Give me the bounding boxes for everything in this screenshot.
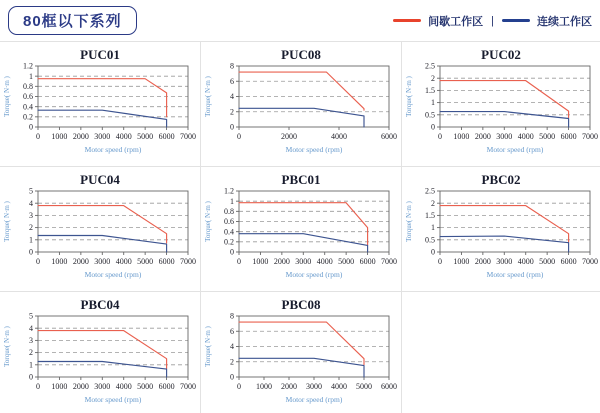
svg-text:1000: 1000 [51,257,68,266]
series-title: 80框以下系列 [8,6,137,35]
svg-text:2: 2 [431,73,435,83]
svg-text:3000: 3000 [496,132,513,141]
svg-text:4000: 4000 [331,382,347,391]
chart-title: PUC04 [80,172,120,187]
svg-text:4000: 4000 [115,382,132,391]
svg-text:7000: 7000 [180,132,196,141]
svg-text:Torque( N·m ): Torque( N·m ) [405,76,413,117]
svg-text:0.4: 0.4 [224,227,234,237]
svg-text:1: 1 [431,98,435,108]
svg-text:0.8: 0.8 [224,206,234,216]
chart-title: PUC02 [481,47,521,62]
svg-text:Torque( N·m ): Torque( N·m ) [405,201,413,242]
svg-text:2: 2 [230,357,234,367]
svg-text:1: 1 [230,196,234,206]
svg-text:4: 4 [230,92,234,102]
svg-text:2.5: 2.5 [425,188,435,196]
svg-text:0: 0 [237,132,241,141]
svg-text:0: 0 [237,382,241,391]
svg-text:2000: 2000 [72,132,89,141]
torque-speed-chart [201,63,401,163]
svg-text:6000: 6000 [560,132,577,141]
svg-text:5000: 5000 [356,382,372,391]
svg-text:5000: 5000 [137,132,154,141]
header [0,0,600,42]
svg-text:3000: 3000 [94,257,111,266]
svg-text:4000: 4000 [517,132,534,141]
svg-text:2.5: 2.5 [425,63,435,71]
svg-text:0: 0 [438,257,442,266]
chart-title: PBC08 [281,297,321,312]
svg-text:1: 1 [29,235,33,245]
chart-title: PUC08 [281,47,321,62]
torque-speed-chart [0,188,200,288]
torque-speed-chart [201,188,401,288]
svg-text:7000: 7000 [180,257,196,266]
svg-text:1000: 1000 [453,132,470,141]
svg-text:1.5: 1.5 [425,86,435,95]
legend-separator: | [491,14,494,27]
svg-text:5000: 5000 [539,257,556,266]
chart-cell-pbc08 [201,292,402,413]
svg-text:Torque( N·m ): Torque( N·m ) [204,201,212,242]
svg-text:1000: 1000 [51,382,68,391]
chart-cell-puc04 [0,167,201,292]
svg-text:0: 0 [237,257,241,266]
svg-text:Motor speed (rpm): Motor speed (rpm) [486,145,544,154]
torque-speed-chart [402,63,600,163]
svg-text:Motor speed (rpm): Motor speed (rpm) [285,395,343,404]
chart-title: PUC01 [80,47,120,62]
chart-cell-puc02 [402,42,600,167]
svg-text:0.4: 0.4 [23,102,33,112]
svg-text:0.6: 0.6 [224,217,234,227]
chart-cell-pbc02 [402,167,600,292]
svg-text:3: 3 [29,336,33,345]
svg-text:2000: 2000 [474,257,491,266]
svg-text:6: 6 [230,326,234,336]
svg-text:1.2: 1.2 [23,63,33,71]
torque-speed-chart [402,188,600,288]
torque-speed-chart [0,63,200,163]
intermittent-line-swatch [393,19,421,22]
svg-text:3000: 3000 [94,132,111,141]
svg-text:2: 2 [230,107,234,117]
svg-text:5000: 5000 [137,257,154,266]
svg-text:6000: 6000 [560,257,577,266]
svg-text:5000: 5000 [137,382,154,391]
svg-text:2: 2 [29,348,33,358]
torque-speed-chart [0,313,200,413]
legend [393,13,592,29]
svg-text:6000: 6000 [158,132,175,141]
svg-text:3000: 3000 [496,257,513,266]
chart-cell-puc08 [201,42,402,167]
svg-text:0.5: 0.5 [425,235,435,245]
svg-text:1000: 1000 [51,132,68,141]
svg-text:1.2: 1.2 [224,188,234,196]
svg-text:2000: 2000 [281,132,297,141]
svg-text:0: 0 [29,372,33,382]
svg-text:1: 1 [29,71,33,81]
chart-cell-puc01 [0,42,201,167]
svg-text:5000: 5000 [539,132,556,141]
svg-text:0: 0 [230,372,234,382]
svg-text:1000: 1000 [252,257,269,266]
svg-text:2000: 2000 [72,382,89,391]
svg-text:0: 0 [29,122,33,132]
svg-text:4000: 4000 [331,132,347,141]
svg-text:0.2: 0.2 [23,112,33,122]
svg-text:4000: 4000 [115,257,132,266]
svg-text:0: 0 [230,122,234,132]
svg-text:2000: 2000 [273,257,290,266]
svg-text:0: 0 [29,247,33,257]
svg-text:7000: 7000 [582,132,598,141]
svg-text:6000: 6000 [381,382,397,391]
svg-text:0.6: 0.6 [23,92,33,102]
svg-text:8: 8 [230,63,234,71]
svg-text:Torque( N·m ): Torque( N·m ) [3,326,11,367]
svg-text:0: 0 [438,132,442,141]
svg-text:Motor speed (rpm): Motor speed (rpm) [486,270,544,279]
svg-text:7000: 7000 [582,257,598,266]
svg-text:3000: 3000 [94,382,111,391]
svg-text:0: 0 [431,247,435,257]
svg-text:7000: 7000 [381,257,397,266]
svg-text:Motor speed (rpm): Motor speed (rpm) [84,145,142,154]
svg-text:0: 0 [36,257,40,266]
svg-text:Motor speed (rpm): Motor speed (rpm) [285,270,343,279]
svg-text:8: 8 [230,313,234,321]
intermittent-label: 间歇工作区 [428,15,484,28]
svg-text:2: 2 [29,223,33,233]
continuous-label: 连续工作区 [537,15,592,28]
svg-text:5: 5 [29,188,33,196]
svg-text:Torque( N·m ): Torque( N·m ) [3,76,11,117]
svg-text:1000: 1000 [453,257,470,266]
svg-text:Torque( N·m ): Torque( N·m ) [3,201,11,242]
svg-text:6000: 6000 [158,257,175,266]
chart-cell-pbc04 [0,292,201,413]
svg-text:4000: 4000 [517,257,534,266]
svg-text:1.5: 1.5 [425,211,435,220]
svg-text:2000: 2000 [72,257,89,266]
svg-text:6000: 6000 [158,382,175,391]
svg-text:6000: 6000 [359,257,376,266]
svg-text:Motor speed (rpm): Motor speed (rpm) [84,270,142,279]
torque-speed-chart [201,313,401,413]
svg-text:Torque( N·m ): Torque( N·m ) [204,326,212,367]
svg-text:6000: 6000 [381,132,397,141]
svg-text:Torque( N·m ): Torque( N·m ) [204,76,212,117]
svg-text:0: 0 [36,382,40,391]
svg-text:0: 0 [230,247,234,257]
svg-text:5000: 5000 [338,257,355,266]
chart-title: PBC04 [80,297,120,312]
chart-cell-pbc01 [201,167,402,292]
svg-text:2000: 2000 [474,132,491,141]
svg-text:1: 1 [29,360,33,370]
svg-text:4: 4 [29,323,33,333]
svg-text:0.2: 0.2 [224,237,234,247]
svg-text:Motor speed (rpm): Motor speed (rpm) [285,145,343,154]
svg-text:2: 2 [431,198,435,208]
svg-text:0.8: 0.8 [23,81,33,91]
chart-grid [0,42,600,413]
svg-text:0: 0 [36,132,40,141]
chart-title: PBC02 [481,172,521,187]
svg-text:3000: 3000 [306,382,322,391]
svg-text:4000: 4000 [115,132,132,141]
svg-text:0.5: 0.5 [425,110,435,120]
svg-text:4: 4 [230,342,234,352]
chart-title: PBC01 [281,172,321,187]
empty-cell [402,292,600,413]
svg-text:6: 6 [230,76,234,86]
svg-text:2000: 2000 [281,382,297,391]
svg-text:5: 5 [29,313,33,321]
svg-text:4000: 4000 [316,257,333,266]
svg-text:3000: 3000 [295,257,312,266]
svg-text:1000: 1000 [256,382,272,391]
svg-text:3: 3 [29,211,33,220]
continuous-line-swatch [502,19,530,22]
svg-text:7000: 7000 [180,382,196,391]
svg-text:4: 4 [29,198,33,208]
svg-text:1: 1 [431,223,435,233]
svg-text:Motor speed (rpm): Motor speed (rpm) [84,395,142,404]
svg-text:0: 0 [431,122,435,132]
